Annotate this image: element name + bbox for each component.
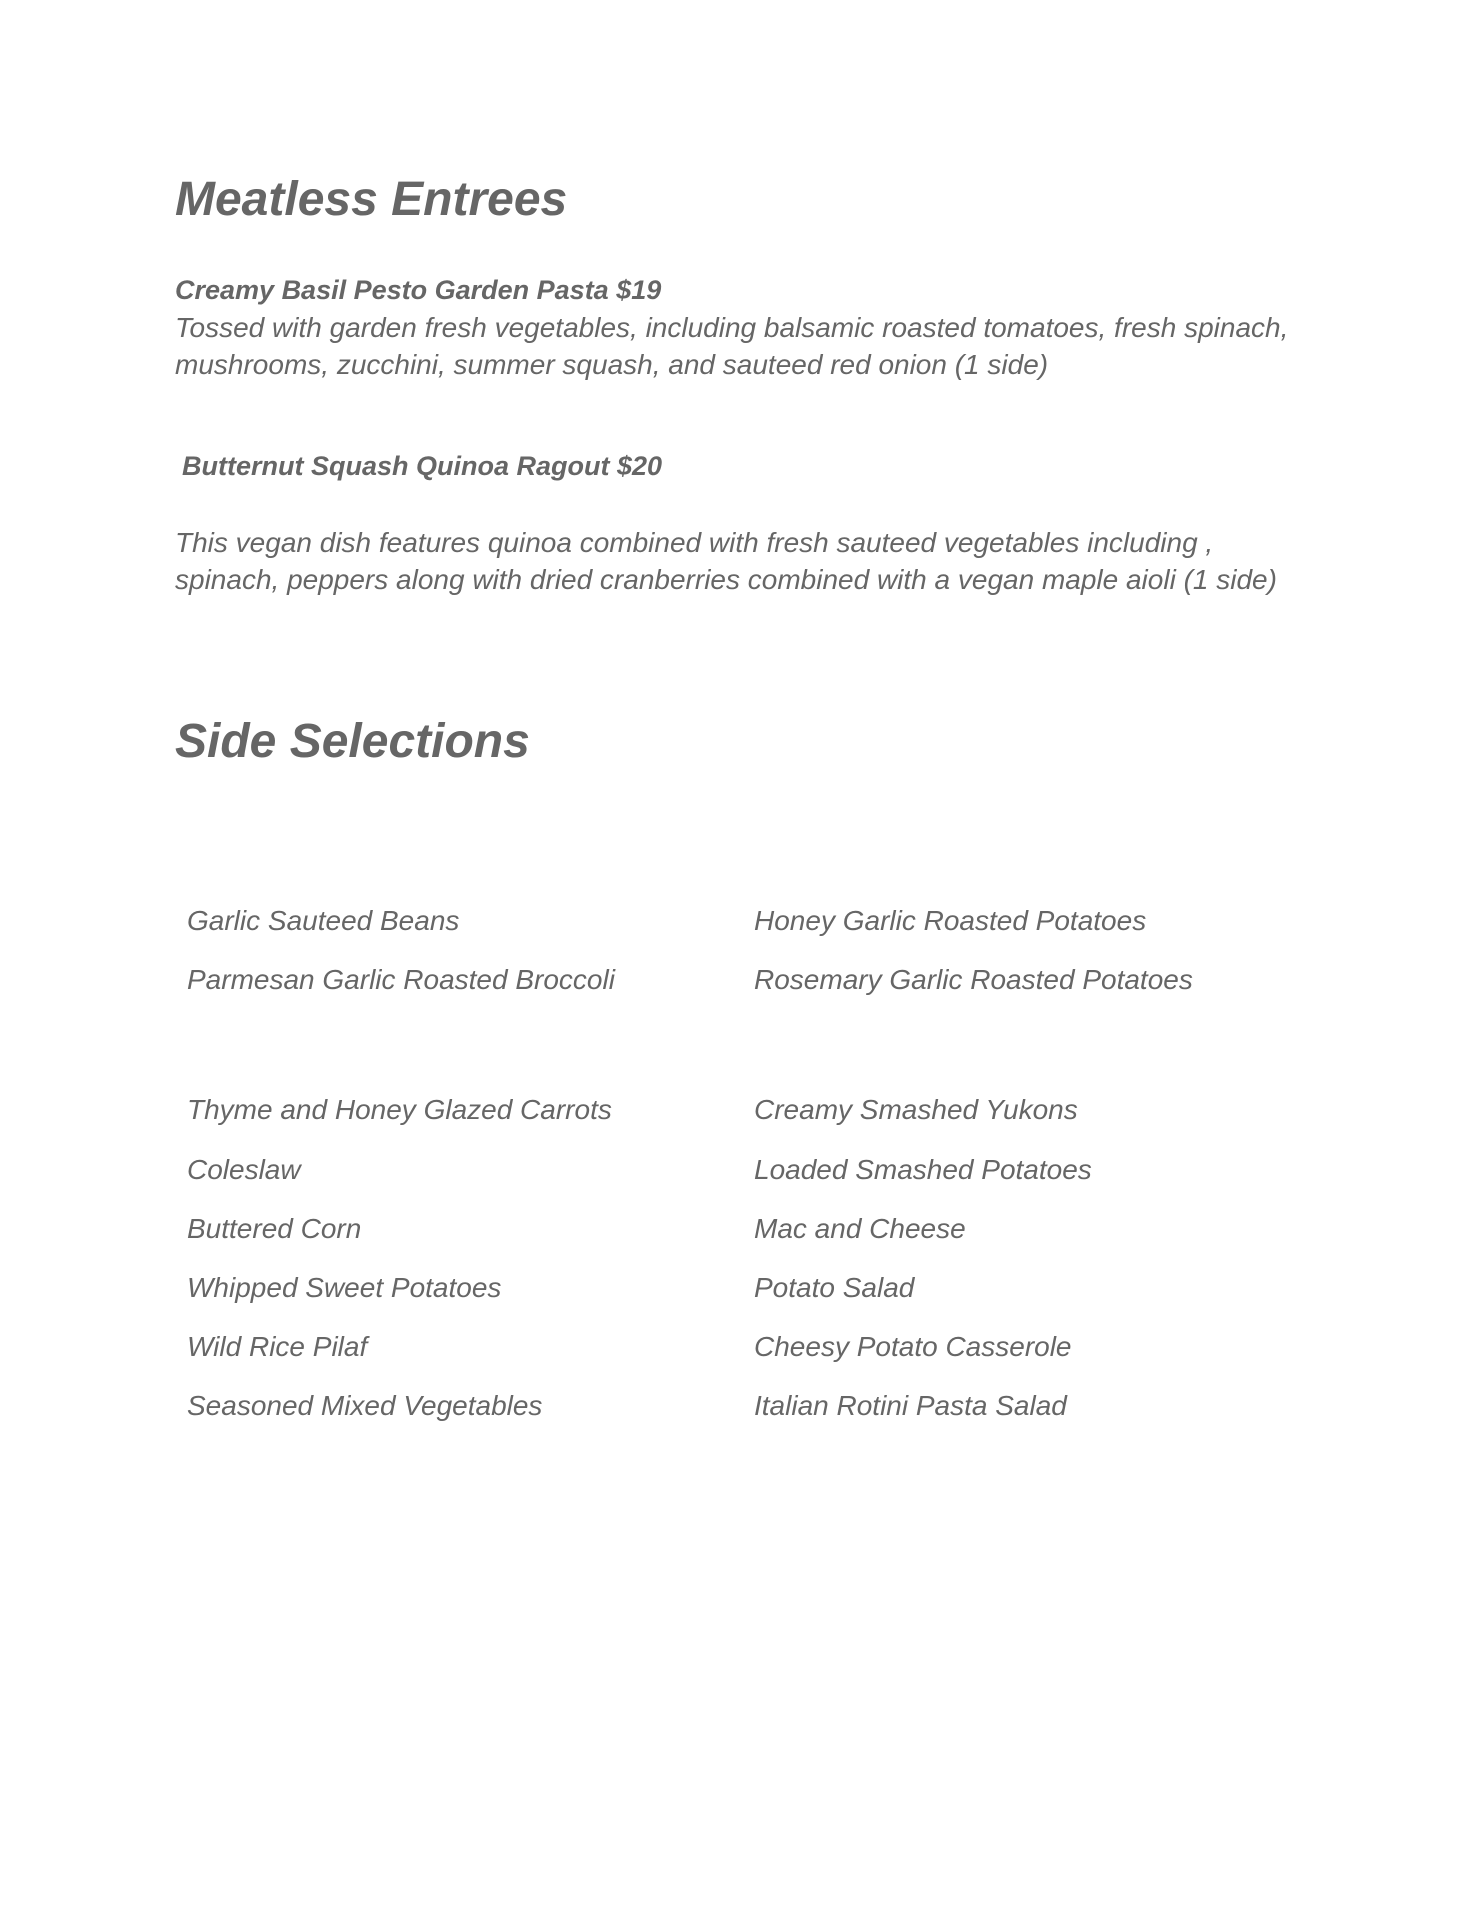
- entree-1-description: Tossed with garden fresh vegetables, including balsamic roasted tomatoes, fresh spinach, mushrooms, zucchini, summer squash, and sauteed red onion (1 side): [175, 312, 1289, 380]
- side-item: Mac and Cheese: [754, 1213, 966, 1244]
- side-item: Thyme and Honey Glazed Carrots: [187, 1094, 612, 1125]
- side-item: Potato Salad: [754, 1272, 915, 1303]
- side-item: Parmesan Garlic Roasted Broccoli: [187, 964, 615, 995]
- entree-1-title: Creamy Basil Pesto Garden Pasta $19: [175, 275, 662, 305]
- entrees-heading: Meatless Entrees: [175, 173, 568, 226]
- sides-heading: Side Selections: [175, 715, 530, 768]
- side-item: Loaded Smashed Potatoes: [754, 1154, 1092, 1185]
- side-item: Whipped Sweet Potatoes: [187, 1272, 502, 1303]
- side-item: Garlic Sauteed Beans: [187, 905, 460, 936]
- side-item: Coleslaw: [187, 1154, 301, 1185]
- side-item: Seasoned Mixed Vegetables: [187, 1390, 543, 1421]
- side-item: Buttered Corn: [187, 1213, 362, 1244]
- side-item: Creamy Smashed Yukons: [754, 1094, 1078, 1125]
- side-item: Wild Rice Pilaf: [187, 1331, 368, 1362]
- entree-2-title: Butternut Squash Quinoa Ragout $20: [182, 451, 663, 481]
- side-item: Honey Garlic Roasted Potatoes: [754, 905, 1147, 936]
- entree-2-description: This vegan dish features quinoa combined with fresh sauteed vegetables including , spinach, peppers along with dried cranberries combined with a vegan maple aioli (1 side): [175, 527, 1277, 595]
- side-item: Italian Rotini Pasta Salad: [754, 1390, 1067, 1421]
- side-item: Cheesy Potato Casserole: [754, 1331, 1072, 1362]
- side-item: Rosemary Garlic Roasted Potatoes: [754, 964, 1193, 995]
